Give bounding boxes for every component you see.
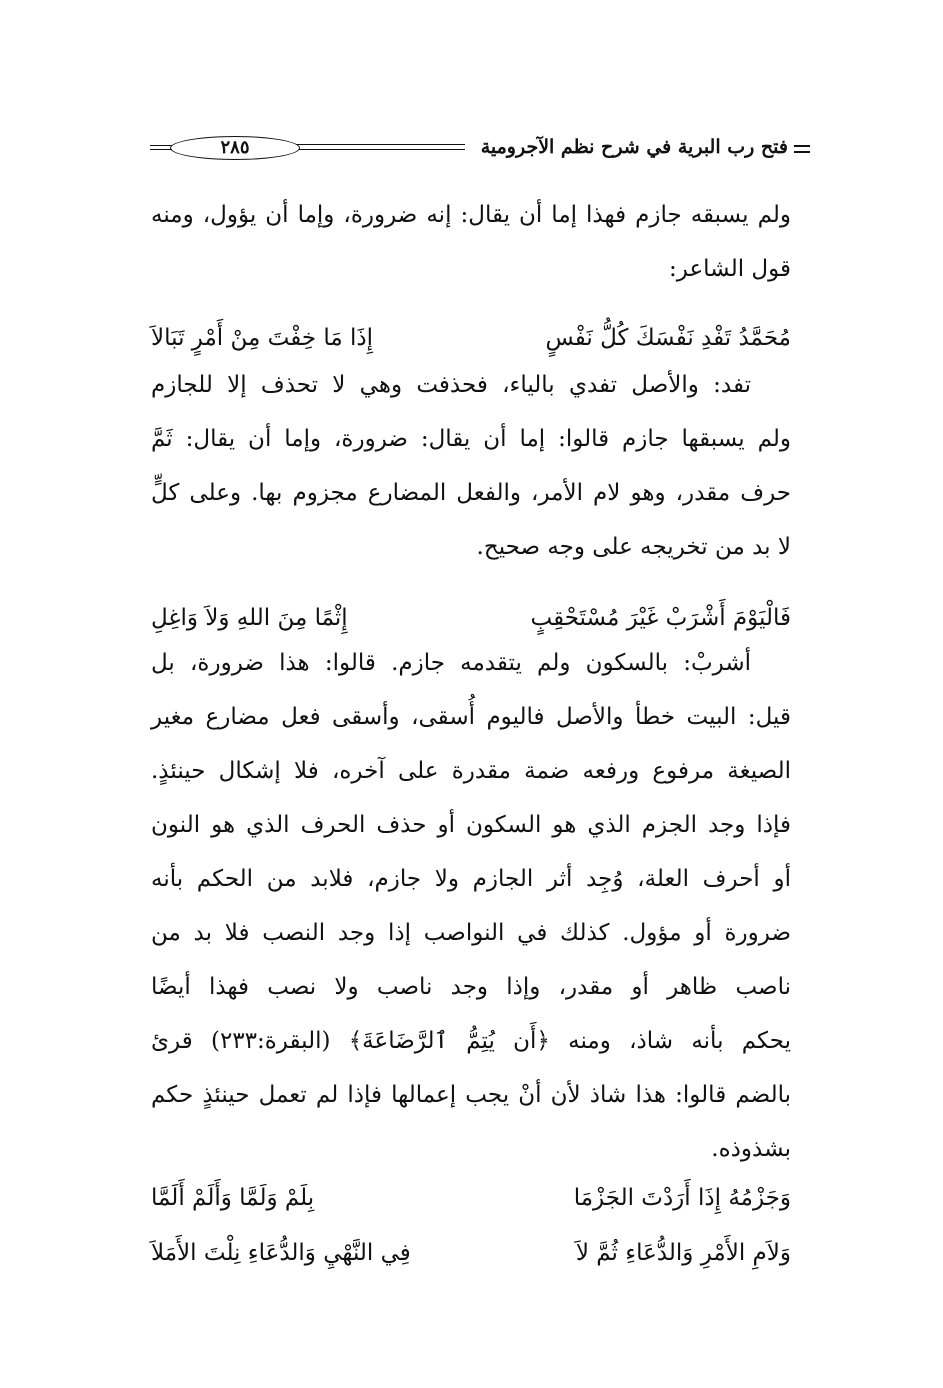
- verse-second-hemistich: إِثْمًا مِنَ اللهِ وَلاَ وَاغِلِ: [151, 605, 348, 631]
- page-number-oval: [170, 136, 300, 160]
- header-ornament: [794, 145, 810, 153]
- verse-line-1: [151, 318, 791, 358]
- verse-first-hemistich: وَجَزْمُهُ إِذَا أَرَدْتَ الجَزْمَا: [573, 1185, 791, 1211]
- text-line: تفد: والأصل تفدي بالياء، فحذفت وهي لا تحذف إلا للجازم: [151, 372, 751, 398]
- verse-line-2: [151, 598, 791, 638]
- verse-line-4: [151, 1233, 791, 1273]
- verse-first-hemistich: فَالْيَوْمَ أَشْرَبْ غَيْرَ مُسْتَحْقِبٍ: [530, 605, 791, 631]
- paragraph-1: [151, 188, 791, 296]
- text-line: ناصب ظاهر أو مقدر، وإذا وجد ناصب ولا نصب فهذا أيضًا: [151, 974, 791, 1000]
- text-line: بشذوذه.: [711, 1136, 791, 1162]
- text-line: فإذا وجد الجزم الذي هو السكون أو حذف الحرف الذي هو النون: [151, 812, 791, 838]
- book-title: فتح رب البرية في شرح نظم الآجرومية: [480, 136, 788, 158]
- text-line: لا بد من تخريجه على وجه صحيح.: [476, 534, 791, 560]
- text-line: بالضم قالوا: هذا شاذ لأن أنْ يجب إعمالها فإذا لم تعمل حينئذٍ حكم: [151, 1082, 791, 1108]
- text-line: قيل: البيت خطأ والأصل فاليوم أُسقى، وأسقى فعل مضارع مغير: [151, 704, 791, 730]
- text-line: يحكم بأنه شاذ، ومنه ﴿أَن يُتِمُّ ٱلرَّضَاعَةَ﴾ (البقرة:٢٣٣) قرئ: [151, 1028, 791, 1054]
- page-number: ٢٨٥: [220, 137, 250, 158]
- verse-second-hemistich: فِي النَّهْيِ وَالدُّعَاءِ نِلْتَ الأَمَلاَ: [151, 1240, 411, 1266]
- verse-first-hemistich: مُحَمَّدُ تَفْدِ نَفْسَكَ كُلُّ نَفْسٍ: [545, 325, 791, 351]
- verse-line-3: [151, 1178, 791, 1218]
- verse-second-hemistich: إِذَا مَا خِفْتَ مِنْ أَمْرٍ تَبَالاَ: [151, 325, 374, 351]
- text-line: حرف مقدر، وهو لام الأمر، والفعل المضارع مجزوم بها. وعلى كلٍّ: [151, 480, 791, 506]
- header-left-rule: [150, 145, 172, 150]
- verse-first-hemistich: وَلاَمِ الأَمْرِ وَالدُّعَاءِ ثُمَّ لاَ: [575, 1240, 791, 1266]
- verse-second-hemistich: بِلَمْ وَلَمَّا وَأَلَمْ أَلَمَّا: [151, 1185, 315, 1211]
- text-line: الصيغة مرفوع ورفعه ضمة مقدرة على آخره، فلا إشكال حينئذٍ.: [151, 758, 791, 784]
- text-line: ضرورة أو مؤول. كذلك في النواصب إذا وجد النصب فلا بد من: [151, 920, 791, 946]
- text-line: أشربْ: بالسكون ولم يتقدمه جازم. قالوا: هذا ضرورة، بل: [151, 650, 751, 676]
- text-line: قول الشاعر:: [669, 256, 791, 282]
- paragraph-3: [151, 636, 791, 1176]
- text-line: ولم يسبقه جازم فهذا إما أن يقال: إنه ضرورة، وإما أن يؤول، ومنه: [151, 202, 791, 228]
- paragraph-2: [151, 358, 791, 574]
- page-header: [150, 133, 810, 163]
- text-line: أو أحرف العلة، وُجِد أثر الجازم ولا جازم، فلابد من الحكم بأنه: [151, 866, 791, 892]
- header-rule: [290, 144, 465, 150]
- text-line: ولم يسبقها جازم قالوا: إما أن يقال: ضرورة، وإما أن يقال: ثَمَّ: [151, 426, 791, 452]
